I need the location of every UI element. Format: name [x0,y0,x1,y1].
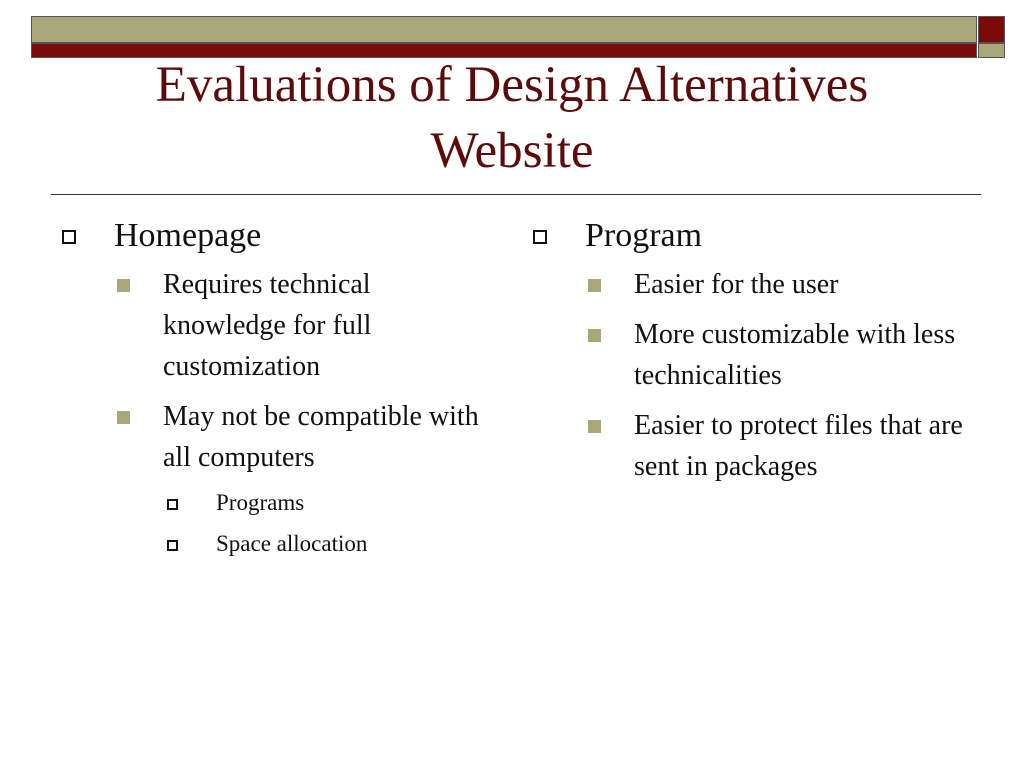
sub-bullet [588,264,973,305]
bullet-text: Homepage [114,217,262,254]
sub-bullet [117,264,492,387]
right-column [533,212,973,496]
sub-sub-bullet [167,487,492,519]
filled-square-bullet-icon [117,411,130,424]
filled-square-bullet-icon [117,279,130,292]
title-line-1: Evaluations of Design Alternatives [155,57,869,113]
hollow-square-bullet-icon [533,230,547,244]
bullet-homepage [62,212,492,260]
sub-sub-bullet [167,528,492,560]
bullet-text: Program [585,217,703,254]
hollow-square-bullet-icon [167,499,178,510]
filled-square-bullet-icon [588,329,601,342]
header-bar-olive [31,16,977,43]
title-line-2: Website [430,123,594,179]
sub-bullet [117,396,492,478]
filled-square-bullet-icon [588,279,601,292]
corner-block-maroon [978,16,1005,43]
sub-bullet-text: Easier for the user [634,269,839,300]
title-divider [51,194,981,195]
sub-bullet-text: Requires technical knowledge for full customization [163,269,372,382]
sub-bullet-text: May not be compatible with all computers [163,401,479,473]
hollow-square-bullet-icon [62,230,76,244]
filled-square-bullet-icon [588,420,601,433]
sub-bullet [588,314,973,396]
bullet-program [533,212,973,260]
hollow-square-bullet-icon [167,540,178,551]
sub-sub-bullet-text: Programs [216,490,305,515]
slide-title [0,52,1024,184]
sub-sub-bullet-text: Space allocation [216,531,368,556]
sub-bullet-text: More customizable with less technicalities [634,319,956,391]
sub-bullet-text: Easier to protect files that are sent in packages [634,410,963,482]
sub-bullet [588,405,973,487]
left-column [62,212,492,569]
